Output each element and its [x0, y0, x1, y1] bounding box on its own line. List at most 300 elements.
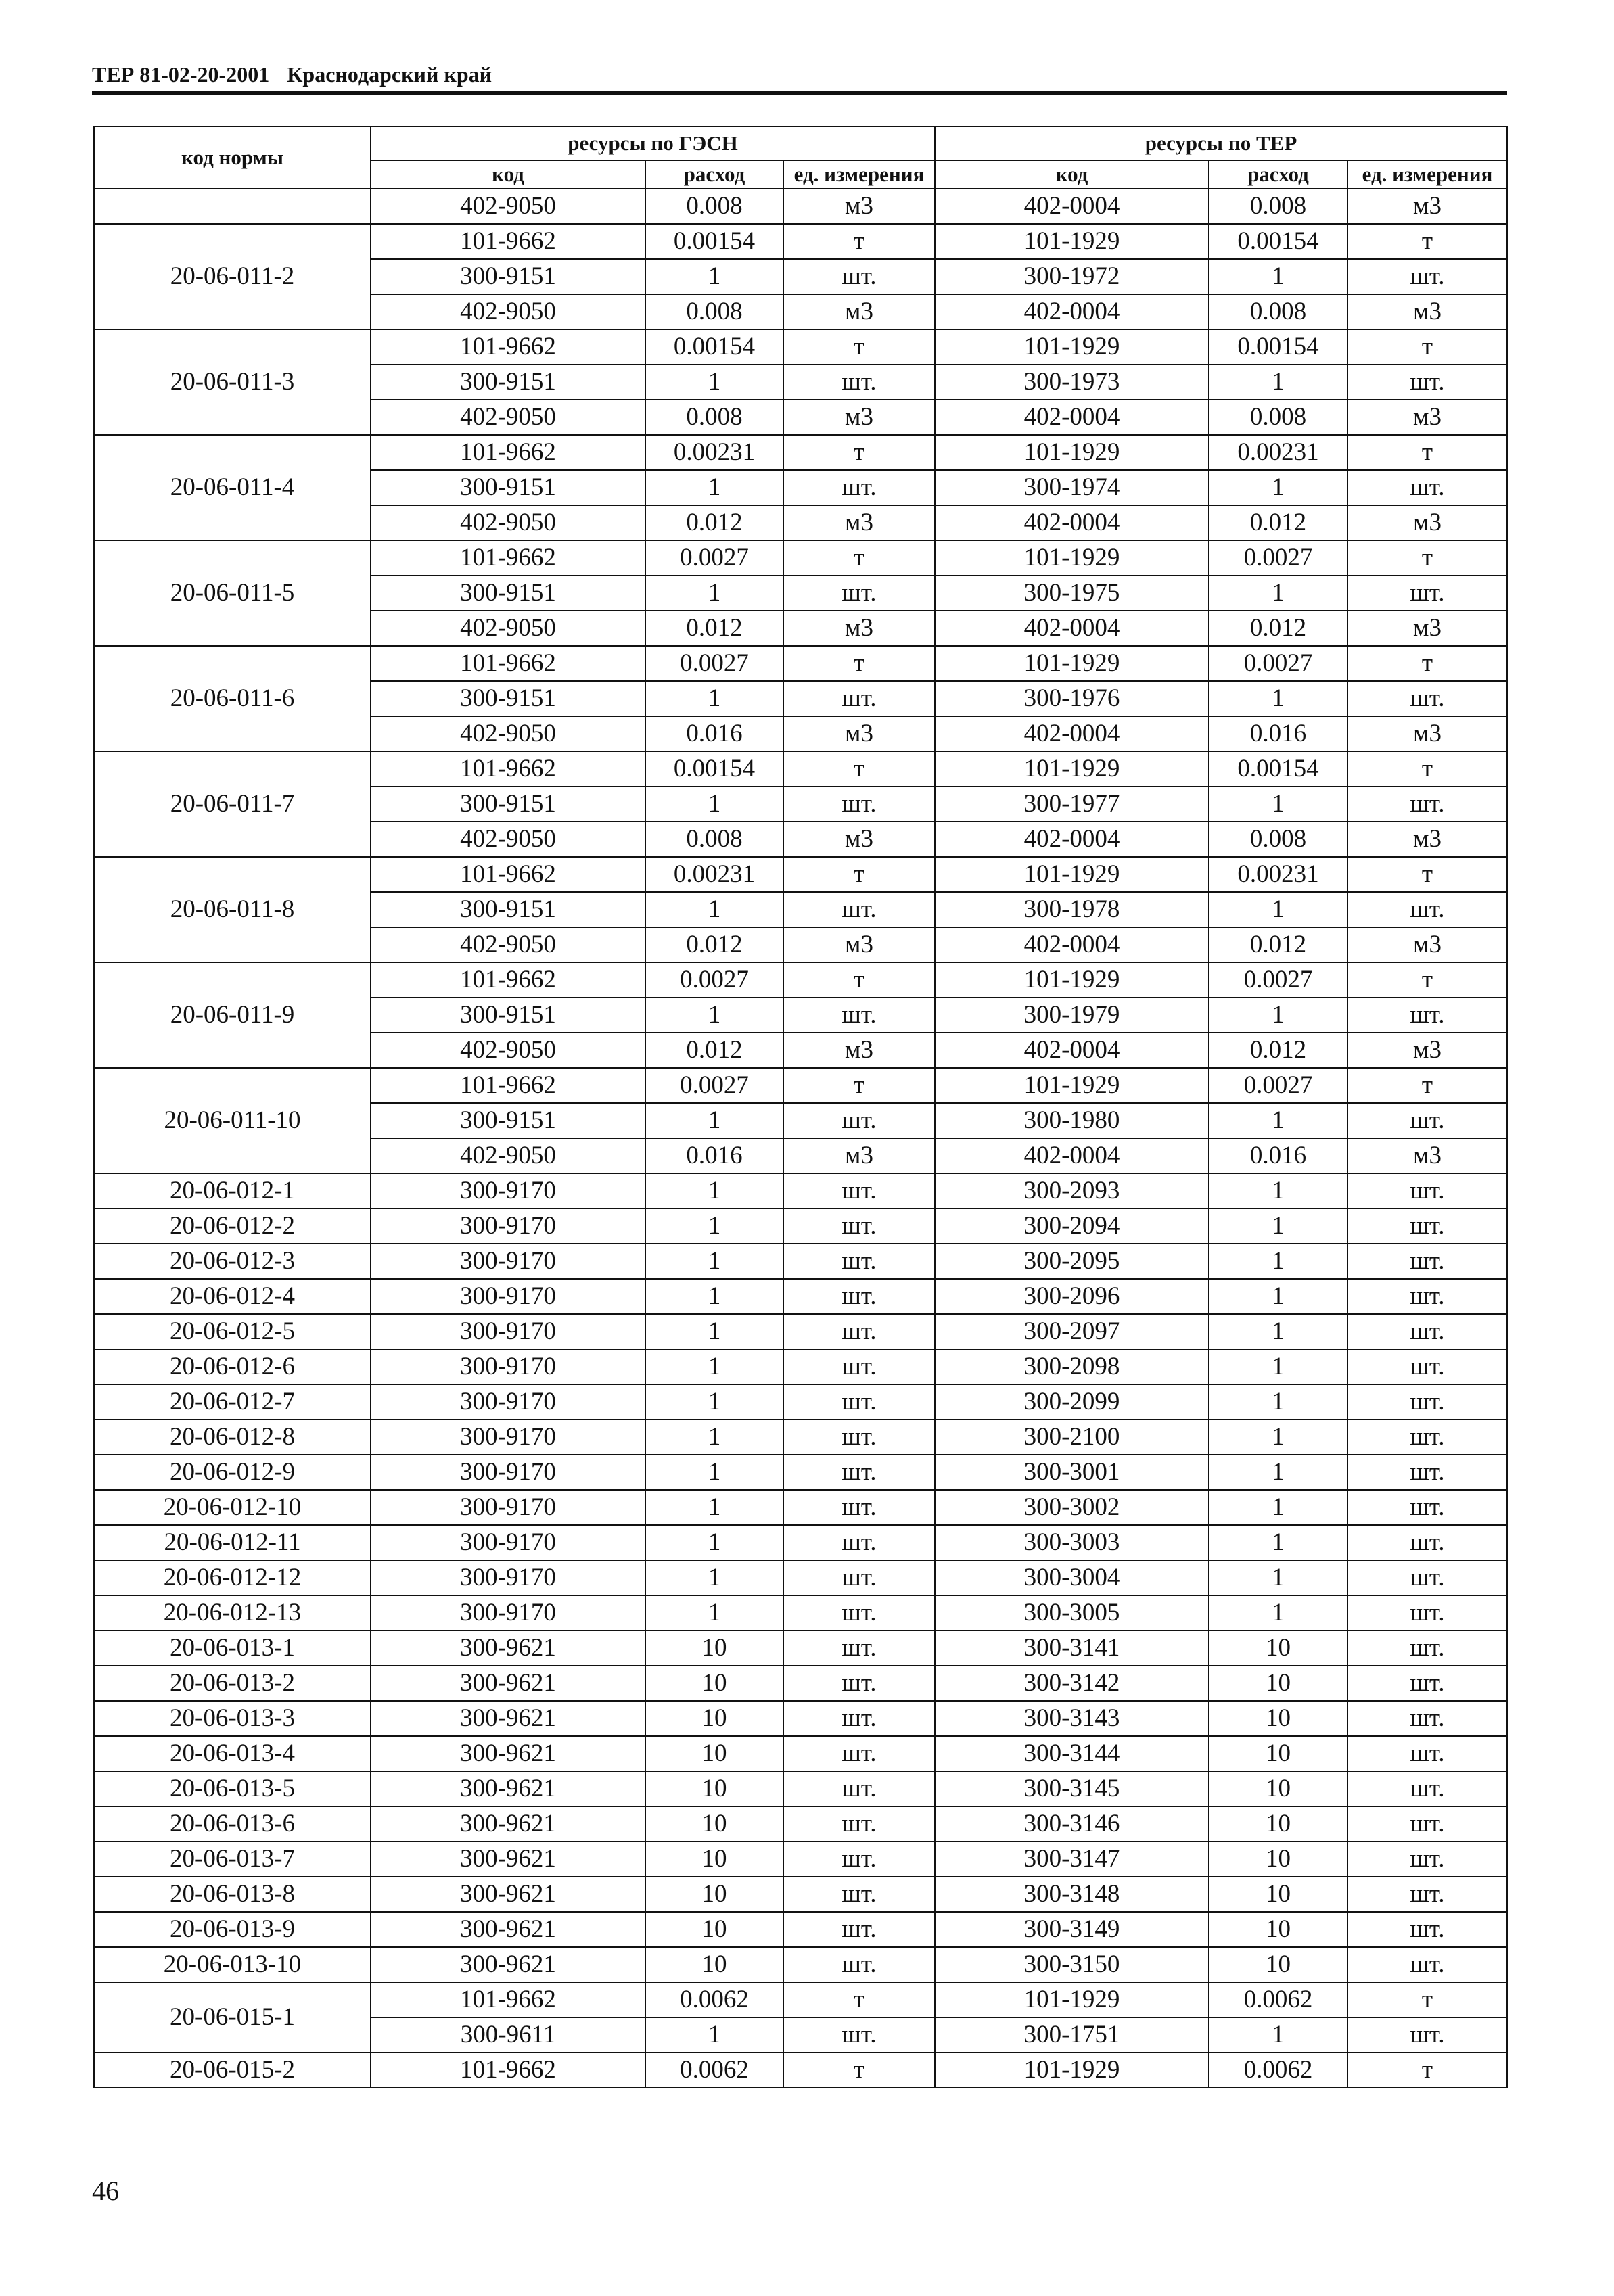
gesn-code-cell: 300-9170	[371, 1455, 645, 1490]
ter-code-cell: 300-2096	[935, 1279, 1209, 1314]
norm-code-cell: 20-06-012-12	[94, 1560, 371, 1595]
norm-code-cell: 20-06-013-9	[94, 1912, 371, 1947]
gesn-consumption-cell: 1	[645, 998, 783, 1033]
gesn-consumption-cell: 1	[645, 1244, 783, 1279]
gesn-consumption-cell: 0.00154	[645, 224, 783, 259]
gesn-consumption-cell: 0.00154	[645, 751, 783, 787]
ter-consumption-cell: 1	[1209, 1103, 1347, 1138]
gesn-unit-cell: шт.	[783, 1806, 935, 1842]
gesn-consumption-cell: 10	[645, 1771, 783, 1806]
ter-consumption-cell: 0.016	[1209, 716, 1347, 751]
gesn-code-cell: 101-9662	[371, 2053, 645, 2088]
gesn-consumption-cell: 0.00231	[645, 435, 783, 470]
header-ter-resources: ресурсы по ТЕР	[935, 126, 1507, 160]
table-row	[94, 1279, 1507, 1314]
gesn-consumption-cell: 1	[645, 1384, 783, 1420]
ter-consumption-cell: 1	[1209, 1384, 1347, 1420]
gesn-consumption-cell: 0.008	[645, 822, 783, 857]
gesn-code-cell: 300-9151	[371, 787, 645, 822]
ter-code-cell: 402-0004	[935, 611, 1209, 646]
ter-unit-cell: т	[1347, 1068, 1507, 1103]
gesn-unit-cell: м3	[783, 716, 935, 751]
table-row	[94, 1982, 1507, 2017]
ter-code-cell: 300-3002	[935, 1490, 1209, 1525]
norm-code-cell: 20-06-011-8	[94, 857, 371, 962]
gesn-code-cell: 101-9662	[371, 751, 645, 787]
ter-code-cell: 101-1929	[935, 1068, 1209, 1103]
ter-unit-cell: шт.	[1347, 1947, 1507, 1982]
gesn-code-cell: 300-9611	[371, 2017, 645, 2053]
ter-unit-cell: шт.	[1347, 1173, 1507, 1209]
ter-consumption-cell: 0.0027	[1209, 1068, 1347, 1103]
ter-unit-cell: шт.	[1347, 1244, 1507, 1279]
ter-consumption-cell: 0.00154	[1209, 329, 1347, 365]
gesn-code-cell: 402-9050	[371, 505, 645, 540]
ter-consumption-cell: 1	[1209, 365, 1347, 400]
gesn-consumption-cell: 1	[645, 1209, 783, 1244]
ter-code-cell: 300-1974	[935, 470, 1209, 505]
ter-unit-cell: шт.	[1347, 1490, 1507, 1525]
ter-code-cell: 300-2095	[935, 1244, 1209, 1279]
ter-consumption-cell: 0.008	[1209, 400, 1347, 435]
gesn-consumption-cell: 1	[645, 681, 783, 716]
gesn-code-cell: 300-9151	[371, 892, 645, 927]
gesn-code-cell: 300-9170	[371, 1279, 645, 1314]
norm-code-cell: 20-06-015-2	[94, 2053, 371, 2088]
gesn-code-cell: 300-9151	[371, 470, 645, 505]
gesn-unit-cell: м3	[783, 1138, 935, 1173]
ter-code-cell: 300-3144	[935, 1736, 1209, 1771]
ter-unit-cell: шт.	[1347, 2017, 1507, 2053]
norm-code-cell: 20-06-012-2	[94, 1209, 371, 1244]
ter-consumption-cell: 0.0027	[1209, 962, 1347, 998]
ter-code-cell: 300-3145	[935, 1771, 1209, 1806]
ter-code-cell: 300-1978	[935, 892, 1209, 927]
norm-code-cell: 20-06-011-5	[94, 540, 371, 646]
norm-code-cell: 20-06-011-9	[94, 962, 371, 1068]
gesn-unit-cell: шт.	[783, 1666, 935, 1701]
gesn-unit-cell: т	[783, 857, 935, 892]
table-row	[94, 1068, 1507, 1103]
ter-consumption-cell: 0.0062	[1209, 1982, 1347, 2017]
gesn-unit-cell: т	[783, 224, 935, 259]
gesn-unit-cell: шт.	[783, 1701, 935, 1736]
gesn-unit-cell: т	[783, 435, 935, 470]
ter-consumption-cell: 1	[1209, 1595, 1347, 1631]
ter-consumption-cell: 1	[1209, 1490, 1347, 1525]
norm-code-cell: 20-06-012-5	[94, 1314, 371, 1349]
ter-code-cell: 300-1980	[935, 1103, 1209, 1138]
gesn-consumption-cell: 0.0062	[645, 2053, 783, 2088]
gesn-code-cell: 402-9050	[371, 1033, 645, 1068]
ter-consumption-cell: 0.0027	[1209, 646, 1347, 681]
table-body	[94, 189, 1507, 2088]
ter-code-cell: 101-1929	[935, 857, 1209, 892]
ter-consumption-cell: 0.012	[1209, 505, 1347, 540]
table-row	[94, 1384, 1507, 1420]
ter-code-cell: 300-1975	[935, 576, 1209, 611]
gesn-code-cell: 300-9170	[371, 1525, 645, 1560]
ter-consumption-cell: 0.00154	[1209, 751, 1347, 787]
region-name: Краснодарский край	[287, 62, 492, 87]
ter-consumption-cell: 1	[1209, 787, 1347, 822]
table-row	[94, 329, 1507, 365]
gesn-code-cell: 300-9170	[371, 1560, 645, 1595]
gesn-consumption-cell: 0.00154	[645, 329, 783, 365]
gesn-consumption-cell: 0.0027	[645, 1068, 783, 1103]
ter-code-cell: 300-3146	[935, 1806, 1209, 1842]
gesn-unit-cell: т	[783, 2053, 935, 2088]
gesn-unit-cell: шт.	[783, 470, 935, 505]
norm-code-cell: 20-06-012-4	[94, 1279, 371, 1314]
resources-table	[93, 126, 1508, 2088]
table-row	[94, 1666, 1507, 1701]
table-row	[94, 1244, 1507, 1279]
table-row	[94, 1595, 1507, 1631]
norm-code-cell: 20-06-011-10	[94, 1068, 371, 1173]
gesn-unit-cell: т	[783, 540, 935, 576]
ter-code-cell: 300-3142	[935, 1666, 1209, 1701]
header-gesn-code: код	[371, 160, 645, 189]
norm-code-cell: 20-06-011-6	[94, 646, 371, 751]
gesn-consumption-cell: 10	[645, 1947, 783, 1982]
ter-unit-cell: т	[1347, 962, 1507, 998]
gesn-code-cell: 300-9621	[371, 1771, 645, 1806]
gesn-consumption-cell: 0.00231	[645, 857, 783, 892]
ter-unit-cell: шт.	[1347, 259, 1507, 294]
ter-code-cell: 300-3004	[935, 1560, 1209, 1595]
ter-code-cell: 300-3148	[935, 1877, 1209, 1912]
ter-consumption-cell: 0.008	[1209, 822, 1347, 857]
norm-code-cell: 20-06-013-4	[94, 1736, 371, 1771]
norm-code-cell: 20-06-013-3	[94, 1701, 371, 1736]
gesn-code-cell: 300-9170	[371, 1209, 645, 1244]
norm-code-cell: 20-06-012-10	[94, 1490, 371, 1525]
gesn-consumption-cell: 0.012	[645, 505, 783, 540]
ter-consumption-cell: 0.008	[1209, 189, 1347, 224]
gesn-unit-cell: шт.	[783, 1877, 935, 1912]
gesn-consumption-cell: 1	[645, 1173, 783, 1209]
ter-unit-cell: шт.	[1347, 1595, 1507, 1631]
table-row	[94, 1349, 1507, 1384]
ter-unit-cell: шт.	[1347, 1771, 1507, 1806]
ter-consumption-cell: 1	[1209, 681, 1347, 716]
norm-code-cell: 20-06-012-9	[94, 1455, 371, 1490]
gesn-code-cell: 300-9170	[371, 1384, 645, 1420]
gesn-unit-cell: м3	[783, 400, 935, 435]
table-row	[94, 1490, 1507, 1525]
gesn-unit-cell: шт.	[783, 787, 935, 822]
header-norm-code: код нормы	[94, 126, 371, 189]
table-row	[94, 1560, 1507, 1595]
gesn-code-cell: 300-9170	[371, 1349, 645, 1384]
ter-code-cell: 402-0004	[935, 927, 1209, 962]
gesn-unit-cell: шт.	[783, 892, 935, 927]
ter-code-cell: 402-0004	[935, 294, 1209, 329]
table-row	[94, 1771, 1507, 1806]
gesn-unit-cell: шт.	[783, 1631, 935, 1666]
norm-code-cell: 20-06-013-6	[94, 1806, 371, 1842]
ter-consumption-cell: 10	[1209, 1842, 1347, 1877]
ter-unit-cell: шт.	[1347, 681, 1507, 716]
gesn-unit-cell: м3	[783, 294, 935, 329]
gesn-code-cell: 402-9050	[371, 294, 645, 329]
norm-code-cell	[94, 189, 371, 224]
table-row	[94, 1631, 1507, 1666]
header-gesn-resources: ресурсы по ГЭСН	[371, 126, 935, 160]
ter-unit-cell: м3	[1347, 505, 1507, 540]
ter-code-cell: 300-1977	[935, 787, 1209, 822]
ter-unit-cell: т	[1347, 329, 1507, 365]
gesn-code-cell: 300-9151	[371, 365, 645, 400]
ter-consumption-cell: 10	[1209, 1631, 1347, 1666]
ter-code-cell: 300-3005	[935, 1595, 1209, 1631]
gesn-consumption-cell: 0.012	[645, 927, 783, 962]
ter-unit-cell: шт.	[1347, 1525, 1507, 1560]
gesn-consumption-cell: 1	[645, 1349, 783, 1384]
gesn-unit-cell: шт.	[783, 1279, 935, 1314]
ter-unit-cell: м3	[1347, 400, 1507, 435]
ter-unit-cell: шт.	[1347, 1631, 1507, 1666]
ter-code-cell: 300-1751	[935, 2017, 1209, 2053]
ter-consumption-cell: 10	[1209, 1666, 1347, 1701]
ter-consumption-cell: 10	[1209, 1736, 1347, 1771]
ter-unit-cell: шт.	[1347, 1384, 1507, 1420]
gesn-consumption-cell: 0.016	[645, 1138, 783, 1173]
gesn-unit-cell: т	[783, 329, 935, 365]
gesn-unit-cell: т	[783, 751, 935, 787]
ter-consumption-cell: 1	[1209, 1314, 1347, 1349]
ter-consumption-cell: 10	[1209, 1771, 1347, 1806]
norm-code-cell: 20-06-012-13	[94, 1595, 371, 1631]
gesn-unit-cell: м3	[783, 189, 935, 224]
gesn-consumption-cell: 1	[645, 1314, 783, 1349]
ter-unit-cell: т	[1347, 435, 1507, 470]
gesn-unit-cell: шт.	[783, 1947, 935, 1982]
gesn-consumption-cell: 1	[645, 1525, 783, 1560]
gesn-code-cell: 300-9151	[371, 681, 645, 716]
gesn-unit-cell: шт.	[783, 1736, 935, 1771]
ter-unit-cell: т	[1347, 646, 1507, 681]
gesn-code-cell: 300-9621	[371, 1806, 645, 1842]
ter-code-cell: 300-3003	[935, 1525, 1209, 1560]
ter-code-cell: 101-1929	[935, 329, 1209, 365]
gesn-unit-cell: шт.	[783, 1490, 935, 1525]
table-row	[94, 435, 1507, 470]
ter-unit-cell: шт.	[1347, 1666, 1507, 1701]
gesn-consumption-cell: 10	[645, 1912, 783, 1947]
ter-unit-cell: т	[1347, 857, 1507, 892]
ter-unit-cell: м3	[1347, 822, 1507, 857]
ter-unit-cell: шт.	[1347, 1420, 1507, 1455]
ter-consumption-cell: 0.012	[1209, 927, 1347, 962]
ter-unit-cell: шт.	[1347, 365, 1507, 400]
gesn-consumption-cell: 0.0027	[645, 540, 783, 576]
ter-unit-cell: м3	[1347, 1138, 1507, 1173]
header-rule	[92, 91, 1507, 95]
gesn-code-cell: 300-9170	[371, 1595, 645, 1631]
ter-consumption-cell: 1	[1209, 1173, 1347, 1209]
gesn-consumption-cell: 0.0062	[645, 1982, 783, 2017]
norm-code-cell: 20-06-012-11	[94, 1525, 371, 1560]
gesn-code-cell: 402-9050	[371, 927, 645, 962]
ter-code-cell: 300-3141	[935, 1631, 1209, 1666]
header-ter-code: код	[935, 160, 1209, 189]
norm-code-cell: 20-06-013-10	[94, 1947, 371, 1982]
ter-unit-cell: шт.	[1347, 998, 1507, 1033]
ter-consumption-cell: 0.00231	[1209, 435, 1347, 470]
ter-consumption-cell: 1	[1209, 1525, 1347, 1560]
ter-consumption-cell: 1	[1209, 1455, 1347, 1490]
gesn-consumption-cell: 0.008	[645, 189, 783, 224]
ter-code-cell: 101-1929	[935, 962, 1209, 998]
gesn-code-cell: 101-9662	[371, 857, 645, 892]
gesn-unit-cell: т	[783, 1982, 935, 2017]
ter-code-cell: 101-1929	[935, 1982, 1209, 2017]
ter-unit-cell: м3	[1347, 294, 1507, 329]
ter-code-cell: 300-1973	[935, 365, 1209, 400]
gesn-consumption-cell: 0.0027	[645, 646, 783, 681]
ter-code-cell: 300-3147	[935, 1842, 1209, 1877]
table-row	[94, 1173, 1507, 1209]
ter-consumption-cell: 1	[1209, 1244, 1347, 1279]
table-row	[94, 1842, 1507, 1877]
ter-consumption-cell: 1	[1209, 892, 1347, 927]
ter-unit-cell: шт.	[1347, 1877, 1507, 1912]
ter-unit-cell: шт.	[1347, 1103, 1507, 1138]
ter-code-cell: 101-1929	[935, 2053, 1209, 2088]
gesn-unit-cell: шт.	[783, 1384, 935, 1420]
norm-code-cell: 20-06-013-1	[94, 1631, 371, 1666]
ter-code-cell: 300-1976	[935, 681, 1209, 716]
gesn-consumption-cell: 1	[645, 1455, 783, 1490]
gesn-consumption-cell: 1	[645, 1103, 783, 1138]
ter-consumption-cell: 1	[1209, 1279, 1347, 1314]
table-row	[94, 224, 1507, 259]
ter-code-cell: 101-1929	[935, 435, 1209, 470]
gesn-consumption-cell: 10	[645, 1631, 783, 1666]
gesn-code-cell: 402-9050	[371, 400, 645, 435]
table-row	[94, 1701, 1507, 1736]
norm-code-cell: 20-06-011-4	[94, 435, 371, 540]
gesn-code-cell: 101-9662	[371, 1982, 645, 2017]
gesn-consumption-cell: 10	[645, 1666, 783, 1701]
gesn-code-cell: 300-9170	[371, 1420, 645, 1455]
table-row	[94, 1806, 1507, 1842]
ter-code-cell: 402-0004	[935, 189, 1209, 224]
gesn-unit-cell: шт.	[783, 259, 935, 294]
gesn-consumption-cell: 1	[645, 1490, 783, 1525]
ter-unit-cell: шт.	[1347, 892, 1507, 927]
ter-unit-cell: шт.	[1347, 1349, 1507, 1384]
gesn-code-cell: 300-9621	[371, 1912, 645, 1947]
ter-unit-cell: шт.	[1347, 1560, 1507, 1595]
gesn-code-cell: 300-9151	[371, 998, 645, 1033]
ter-code-cell: 300-2099	[935, 1384, 1209, 1420]
ter-code-cell: 101-1929	[935, 540, 1209, 576]
ter-code-cell: 101-1929	[935, 751, 1209, 787]
ter-unit-cell: шт.	[1347, 787, 1507, 822]
gesn-code-cell: 300-9621	[371, 1631, 645, 1666]
gesn-code-cell: 300-9621	[371, 1877, 645, 1912]
page-header	[92, 62, 492, 87]
table-row	[94, 1525, 1507, 1560]
ter-code-cell: 402-0004	[935, 716, 1209, 751]
ter-consumption-cell: 1	[1209, 470, 1347, 505]
gesn-code-cell: 300-9170	[371, 1314, 645, 1349]
ter-unit-cell: м3	[1347, 1033, 1507, 1068]
norm-code-cell: 20-06-011-7	[94, 751, 371, 857]
table-row	[94, 1314, 1507, 1349]
table-row	[94, 1420, 1507, 1455]
gesn-code-cell: 300-9151	[371, 576, 645, 611]
ter-code-cell: 402-0004	[935, 505, 1209, 540]
gesn-consumption-cell: 1	[645, 576, 783, 611]
gesn-unit-cell: шт.	[783, 1560, 935, 1595]
ter-unit-cell: м3	[1347, 189, 1507, 224]
gesn-unit-cell: м3	[783, 927, 935, 962]
gesn-code-cell: 402-9050	[371, 611, 645, 646]
ter-consumption-cell: 0.012	[1209, 1033, 1347, 1068]
document-code: ТЕР 81-02-20-2001	[92, 62, 270, 87]
header-gesn-unit: ед. измерения	[783, 160, 935, 189]
ter-consumption-cell: 0.016	[1209, 1138, 1347, 1173]
gesn-consumption-cell: 10	[645, 1736, 783, 1771]
ter-consumption-cell: 10	[1209, 1806, 1347, 1842]
gesn-unit-cell: шт.	[783, 1209, 935, 1244]
header-ter-unit: ед. измерения	[1347, 160, 1507, 189]
ter-unit-cell: т	[1347, 2053, 1507, 2088]
gesn-code-cell: 300-9151	[371, 259, 645, 294]
ter-consumption-cell: 1	[1209, 1420, 1347, 1455]
gesn-consumption-cell: 0.008	[645, 294, 783, 329]
gesn-consumption-cell: 10	[645, 1877, 783, 1912]
ter-code-cell: 300-3149	[935, 1912, 1209, 1947]
table-row	[94, 962, 1507, 998]
ter-unit-cell: шт.	[1347, 470, 1507, 505]
gesn-consumption-cell: 1	[645, 1595, 783, 1631]
gesn-consumption-cell: 0.012	[645, 1033, 783, 1068]
ter-consumption-cell: 0.00154	[1209, 224, 1347, 259]
ter-code-cell: 300-3001	[935, 1455, 1209, 1490]
ter-consumption-cell: 1	[1209, 2017, 1347, 2053]
gesn-code-cell: 300-9170	[371, 1244, 645, 1279]
norm-code-cell: 20-06-012-1	[94, 1173, 371, 1209]
table-row	[94, 1455, 1507, 1490]
gesn-code-cell: 300-9151	[371, 1103, 645, 1138]
gesn-code-cell: 300-9621	[371, 1701, 645, 1736]
ter-unit-cell: шт.	[1347, 1701, 1507, 1736]
ter-code-cell: 402-0004	[935, 400, 1209, 435]
gesn-unit-cell: шт.	[783, 1349, 935, 1384]
gesn-unit-cell: шт.	[783, 1595, 935, 1631]
gesn-unit-cell: т	[783, 1068, 935, 1103]
ter-code-cell: 300-3150	[935, 1947, 1209, 1982]
ter-consumption-cell: 1	[1209, 1349, 1347, 1384]
gesn-code-cell: 300-9621	[371, 1842, 645, 1877]
norm-code-cell: 20-06-015-1	[94, 1982, 371, 2053]
ter-unit-cell: шт.	[1347, 1279, 1507, 1314]
ter-consumption-cell: 0.008	[1209, 294, 1347, 329]
norm-code-cell: 20-06-012-7	[94, 1384, 371, 1420]
gesn-unit-cell: шт.	[783, 681, 935, 716]
gesn-consumption-cell: 1	[645, 2017, 783, 2053]
norm-code-cell: 20-06-012-3	[94, 1244, 371, 1279]
gesn-code-cell: 101-9662	[371, 435, 645, 470]
ter-consumption-cell: 0.00231	[1209, 857, 1347, 892]
norm-code-cell: 20-06-012-6	[94, 1349, 371, 1384]
gesn-consumption-cell: 0.008	[645, 400, 783, 435]
